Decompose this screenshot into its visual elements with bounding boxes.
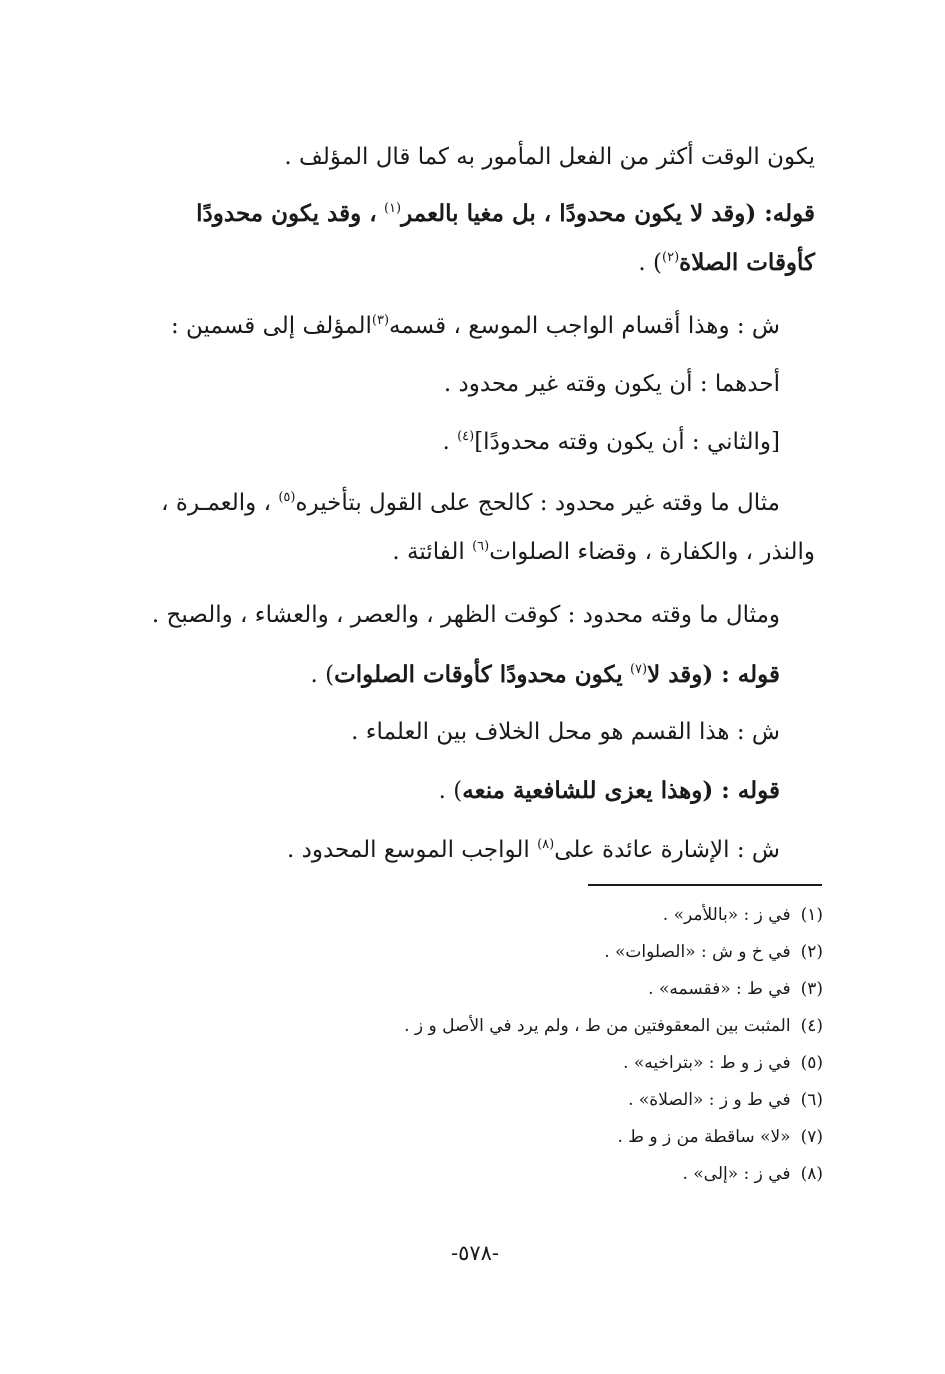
footnote-number: (٥) bbox=[800, 1053, 823, 1073]
footnote-ref-7[interactable]: (٧) bbox=[629, 662, 648, 677]
quote-lead: قوله : ( bbox=[702, 777, 780, 804]
footnote-ref-6[interactable]: (٦) bbox=[472, 539, 490, 554]
footnote-text: «لا» ساقطة من ز و ط . bbox=[617, 1127, 791, 1147]
footnote-ref-8[interactable]: (٨) bbox=[537, 837, 555, 852]
line-text: الواجب الموسع المحدود . bbox=[286, 837, 530, 863]
footnote-number: (٤) bbox=[800, 1016, 823, 1036]
footnote-number: (٧) bbox=[800, 1127, 823, 1147]
footnote-number: (٦) bbox=[800, 1090, 823, 1110]
body-line-2 bbox=[196, 199, 815, 229]
body-line-3 bbox=[638, 248, 815, 278]
body-line-12 bbox=[439, 776, 780, 806]
footnote-7 bbox=[617, 1125, 823, 1149]
page-number: -٥٧٨- bbox=[450, 1241, 500, 1265]
quote-lead: قوله: ( bbox=[745, 200, 815, 227]
quote-close: ) . bbox=[310, 662, 335, 688]
footnote-text: المثبت بين المعقوفتين من ط ، ولم يرد في الأصل و ز . bbox=[404, 1016, 791, 1036]
body-line-13 bbox=[287, 835, 780, 865]
footnote-ref-4[interactable]: (٤) bbox=[457, 429, 475, 444]
quoted-text: ، وقد يكون محدودًا bbox=[196, 200, 377, 227]
body-line-7 bbox=[161, 488, 780, 518]
footnote-number: (١) bbox=[800, 905, 823, 925]
body-line-5 bbox=[444, 369, 780, 399]
footnote-3 bbox=[648, 977, 823, 1001]
footnote-text: في ط و ز : «الصلاة» . bbox=[628, 1090, 791, 1110]
footnote-number: (٣) bbox=[800, 979, 823, 999]
line-text: [والثاني : أن يكون وقته محدودًا] bbox=[474, 429, 780, 455]
quote-close: ) . bbox=[638, 250, 663, 276]
footnote-number: (٢) bbox=[800, 942, 823, 962]
line-text: المؤلف إلى قسمين : bbox=[170, 313, 372, 339]
footnote-text: في ط : «فقسمه» . bbox=[648, 979, 791, 999]
quoted-text: يكون محدودًا كأوقات الصلوات bbox=[334, 661, 623, 688]
footnote-text: في ز و ط : «بتراخيه» . bbox=[623, 1053, 791, 1073]
body-line-1 bbox=[284, 142, 815, 172]
line-text: مثال ما وقته غير محدود : كالحج على القول بتأخيره bbox=[295, 490, 780, 516]
footnote-8 bbox=[682, 1162, 823, 1186]
quoted-text: وقد لا bbox=[647, 661, 703, 688]
body-line-10 bbox=[311, 660, 780, 690]
line-text: ، والعمـرة ، bbox=[161, 490, 272, 516]
footnote-number: (٨) bbox=[800, 1164, 823, 1184]
body-line-9 bbox=[152, 600, 780, 630]
body-line-8 bbox=[392, 537, 815, 567]
footnote-ref-2[interactable]: (٢) bbox=[662, 250, 680, 265]
quoted-text: وقد لا يكون محدودًا ، بل مغيا بالعمر bbox=[401, 200, 746, 227]
line-text: والنذر ، والكفارة ، وقضاء الصلوات bbox=[489, 539, 815, 565]
line-text: الفائتة . bbox=[392, 539, 465, 565]
body-line-4 bbox=[171, 311, 780, 341]
quote-close: ) . bbox=[438, 778, 463, 804]
footnote-text: في ز : «باللأمر» . bbox=[662, 905, 791, 925]
footnote-6 bbox=[628, 1088, 823, 1112]
line-text: ش : الإشارة عائدة على bbox=[554, 837, 780, 863]
line-text: ش : هذا القسم هو محل الخلاف بين العلماء . bbox=[351, 719, 780, 745]
footnote-text: في خ و ش : «الصلوات» . bbox=[604, 942, 791, 962]
quoted-text: وهذا يعزى للشافعية منعه bbox=[462, 777, 703, 804]
quoted-text: كأوقات الصلاة bbox=[679, 249, 815, 276]
footnote-4 bbox=[404, 1014, 823, 1038]
footnote-2 bbox=[604, 940, 823, 964]
footnote-text: في ز : «إلى» . bbox=[682, 1164, 791, 1184]
footnote-separator bbox=[588, 884, 822, 886]
line-text: أحدهما : أن يكون وقته غير محدود . bbox=[443, 371, 780, 397]
footnote-ref-5[interactable]: (٥) bbox=[278, 490, 296, 505]
footnote-ref-3[interactable]: (٣) bbox=[371, 313, 390, 328]
line-text: يكون الوقت أكثر من الفعل المأمور به كما قال المؤلف . bbox=[284, 144, 815, 170]
quote-lead: قوله : ( bbox=[702, 661, 780, 688]
line-text: . bbox=[442, 429, 458, 455]
line-text: ش : وهذا أقسام الواجب الموسع ، قسمه bbox=[389, 313, 780, 339]
footnote-ref-1[interactable]: (١) bbox=[383, 201, 402, 216]
line-text: ومثال ما وقته محدود : كوقت الظهر ، والعصر ، والعشاء ، والصبح . bbox=[151, 602, 780, 628]
footnote-5 bbox=[623, 1051, 823, 1075]
body-line-6 bbox=[442, 427, 780, 457]
footnote-1 bbox=[663, 903, 823, 927]
body-line-11 bbox=[351, 717, 780, 747]
